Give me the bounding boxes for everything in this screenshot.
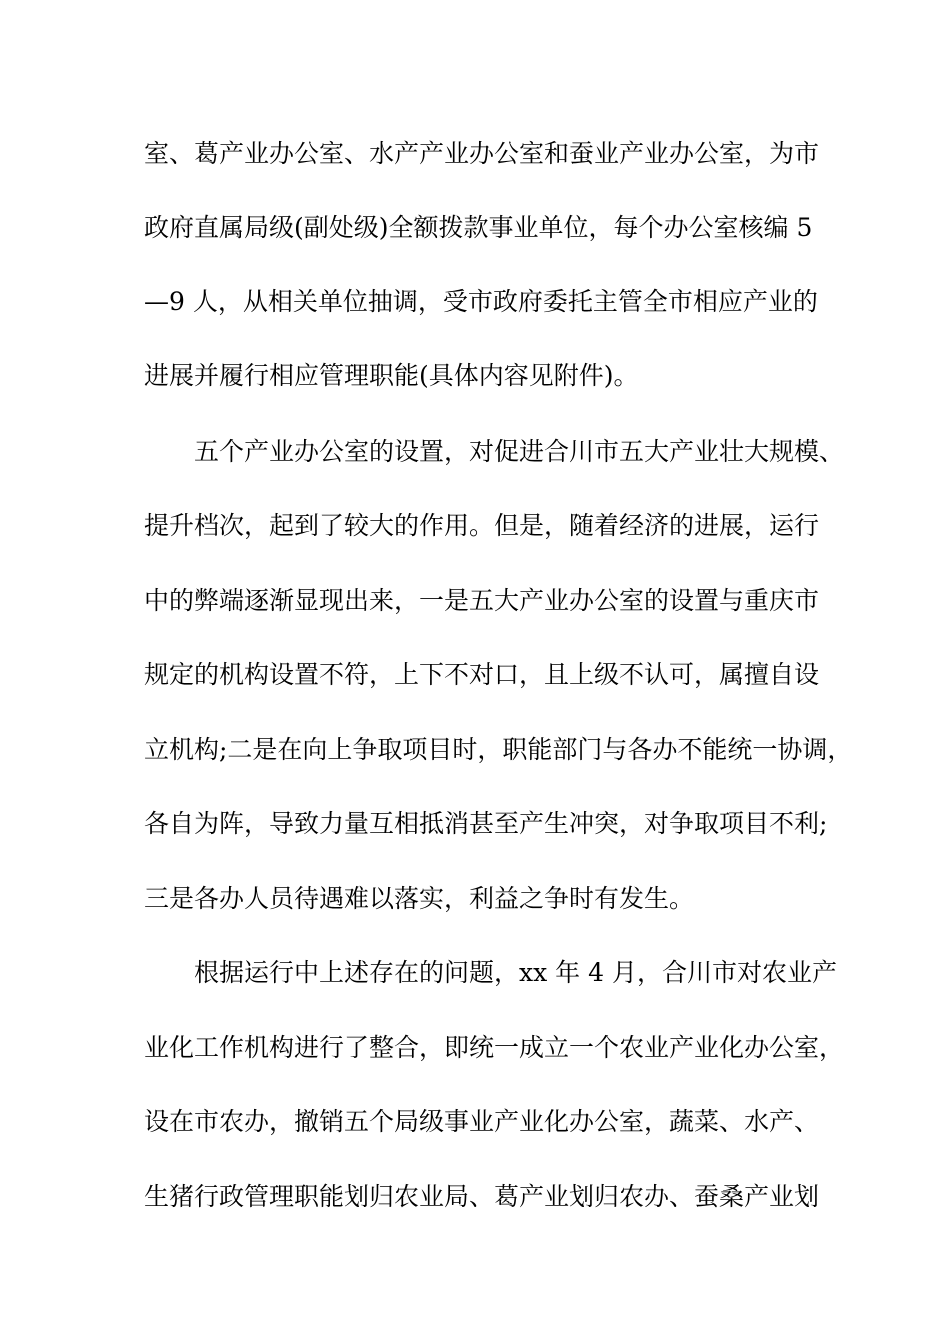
paragraph-first-line: 根据运行中上述存在的问题，xx 年 4 月，合川市对农业产	[194, 958, 837, 987]
text-line: 生猪行政管理职能划归农业局、葛产业划归农办、蚕桑产业划	[144, 1182, 820, 1211]
text-line: —9 人，从相关单位抽调，受市政府委托主管全市相应产业的	[144, 287, 818, 316]
text-line: 政府直属局级(副处级)全额拨款事业单位，每个办公室核编 5	[144, 213, 813, 242]
text-line: 三是各办人员待遇难以落实，利益之争时有发生。	[144, 884, 695, 913]
text-line: 立机构;二是在向上争取项目时，职能部门与各办不能统一协调，	[144, 735, 853, 764]
text-line: 进展并履行相应管理职能(具体内容见附件)。	[144, 361, 639, 390]
text-line: 各自为阵，导致力量互相抵消甚至产生冲突，对争取项目不利;	[144, 809, 828, 838]
text-line: 业化工作机构进行了整合，即统一成立一个农业产业化办公室，	[144, 1033, 845, 1062]
text-line: 室、葛产业办公室、水产产业办公室和蚕业产业办公室，为市	[144, 139, 820, 168]
paragraph-first-line: 五个产业办公室的设置，对促进合川市五大产业壮大规模、	[194, 437, 845, 466]
text-line: 中的弊端逐渐显现出来，一是五大产业办公室的设置与重庆市	[144, 586, 820, 615]
text-line: 设在市农办，撤销五个局级事业产业化办公室，蔬菜、水产、	[144, 1107, 820, 1136]
text-line: 提升档次，起到了较大的作用。但是，随着经济的进展，运行	[144, 511, 820, 540]
text-line: 规定的机构设置不符，上下不对口，且上级不认可，属擅自设	[144, 660, 820, 689]
